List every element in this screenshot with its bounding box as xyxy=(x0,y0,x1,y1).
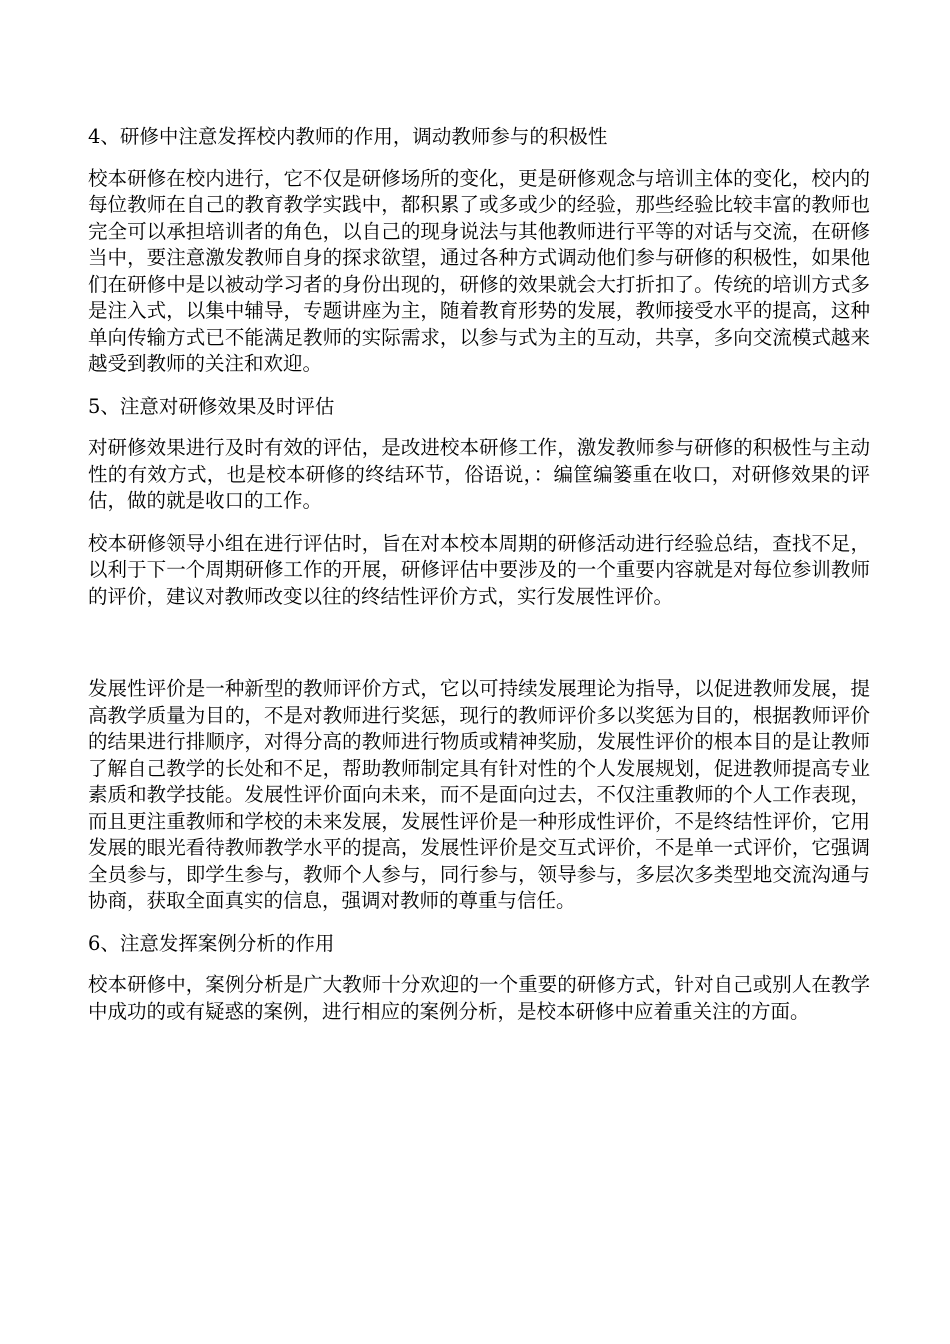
section-heading-6: 6、注意发挥案例分析的作用 xyxy=(88,931,335,955)
section-6-paragraph-1: 校本研修中，案例分析是广大教师十分欢迎的一个重要的研修方式，针对自己或别人在教学中成功的或有疑惑的案例，进行相应的案例分析，是校本研修中应着重关注的方面。 xyxy=(88,973,870,1023)
section-5-paragraph-2: 校本研修领导小组在进行评估时，旨在对本校本周期的研修活动进行经验总结，查找不足，以利于下一个周期研修工作的开展，研修评估中要涉及的一个重要内容就是对每位参训教师的评价，建议对教师改变以往的终结性评价方式，实行发展性评价。 xyxy=(88,531,870,608)
section-heading-4: 4、研修中注意发挥校内教师的作用，调动教师参与的积极性 xyxy=(88,125,608,148)
section-5-paragraph-3: 发展性评价是一种新型的教师评价方式，它以可持续发展理论为指导，以促进教师发展，提高教学质量为目的，不是对教师进行奖惩，现行的教师评价多以奖惩为目的，根据教师评价的结果进行排顺序，对得分高的教师进行物质或精神奖励，发展性评价的根本目的是让教师了解自己教学的长处和不足，帮助教师制定具有针对性的个人发展规划，促进教师提高专业素质和教学技能。发展性评价面向未来，而不是面向过去，不仅注重教师的个人工作表现，而且更注重教师和学校的未来发展，发展性评价是一种形成性评价，不是终结性评价，它用发展的眼光看待教师教学水平的提高，发展性评价是交互式评价，不是单一式评价，它强调全员参与，即学生参与，教师个人参与，同行参与，领导参与，多层次多类型地交流沟通与协商，获取全面真实的信息，强调对教师的尊重与信任。 xyxy=(88,677,870,912)
section-5-paragraph-1: 对研修效果进行及时有效的评估，是改进校本研修工作，激发教师参与研修的积极性与主动性的有效方式，也是校本研修的终结环节，俗语说，：编筐编篓重在收口，对研修效果的评估，做的就是收口的工作。 xyxy=(88,436,870,512)
document-page xyxy=(88,124,870,1041)
section-4-paragraph-1: 校本研修在校内进行，它不仅是研修场所的变化，更是研修观念与培训主体的变化，校内的每位教师在自己的教育教学实践中，都积累了或多或少的经验，那些经验比较丰富的教师也完全可以承担培训者的角色，以自己的现身说法与其他教师进行平等的对话与交流，在研修当中，要注意激发教师自身的探求欲望，通过各种方式调动他们参与研修的积极性，如果他们在研修中是以被动学习者的身份出现的，研修的效果就会大打折扣了。传统的培训方式多是注入式，以集中辅导，专题讲座为主，随着教育形势的发展，教师接受水平的提高，这种单向传输方式已不能满足教师的实际需求，以参与式为主的互动，共享，多向交流模式越来越受到教师的关注和欢迎。 xyxy=(88,166,870,375)
section-heading-5: 5、注意对研修效果及时评估 xyxy=(88,394,335,418)
